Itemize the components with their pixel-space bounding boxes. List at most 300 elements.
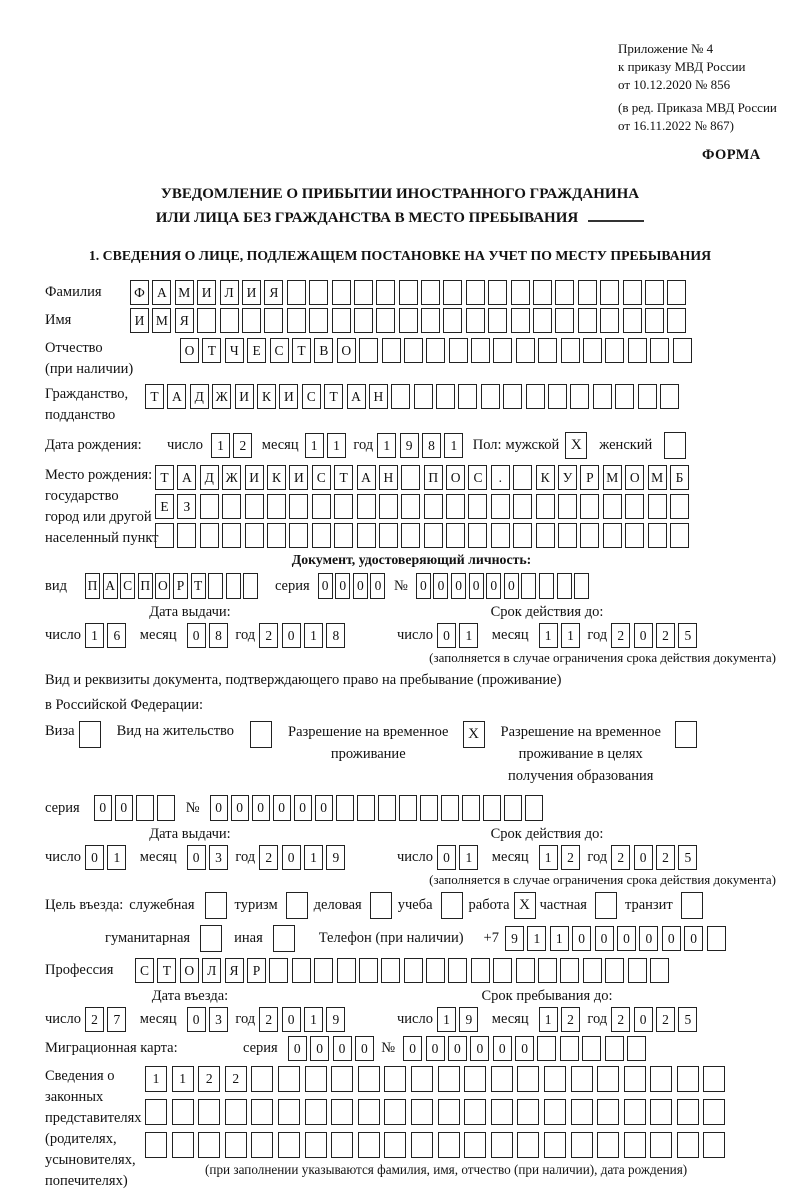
char-cell[interactable] <box>225 1099 247 1125</box>
char-cell[interactable] <box>251 1066 273 1092</box>
char-cell[interactable]: 1 <box>305 433 324 458</box>
char-cell[interactable] <box>605 958 624 983</box>
char-cell[interactable] <box>583 958 602 983</box>
char-cell[interactable]: 9 <box>326 1007 345 1032</box>
char-cell[interactable] <box>172 1099 194 1125</box>
char-cell[interactable] <box>628 338 647 363</box>
char-cell[interactable] <box>593 384 612 409</box>
char-cell[interactable] <box>309 280 328 305</box>
char-cell[interactable] <box>426 338 445 363</box>
char-cell[interactable]: О <box>180 338 199 363</box>
char-cell[interactable]: И <box>130 308 149 333</box>
char-cell[interactable] <box>245 523 264 548</box>
char-cell[interactable] <box>583 338 602 363</box>
char-cell[interactable] <box>441 795 459 821</box>
char-cell[interactable]: 0 <box>515 1036 534 1061</box>
char-cell[interactable] <box>269 958 288 983</box>
purpose-tourism-checkbox[interactable] <box>286 892 308 919</box>
char-cell[interactable] <box>493 338 512 363</box>
char-cell[interactable] <box>200 494 219 519</box>
char-cell[interactable]: 2 <box>85 1007 104 1032</box>
char-cell[interactable] <box>198 1099 220 1125</box>
char-cell[interactable]: 1 <box>304 1007 323 1032</box>
char-cell[interactable] <box>172 1132 194 1158</box>
char-cell[interactable]: Н <box>379 465 398 490</box>
char-cell[interactable]: 1 <box>211 433 230 458</box>
char-cell[interactable]: 0 <box>210 795 228 821</box>
char-cell[interactable]: 0 <box>294 795 312 821</box>
male-checkbox[interactable]: X <box>565 432 587 459</box>
char-cell[interactable]: 1 <box>304 623 323 648</box>
char-cell[interactable]: 0 <box>470 1036 489 1061</box>
char-cell[interactable]: 1 <box>145 1066 167 1092</box>
char-cell[interactable]: 2 <box>561 845 580 870</box>
char-cell[interactable] <box>625 494 644 519</box>
char-cell[interactable] <box>526 384 545 409</box>
char-cell[interactable] <box>337 958 356 983</box>
char-cell[interactable] <box>557 573 572 599</box>
char-cell[interactable] <box>536 494 555 519</box>
char-cell[interactable]: 2 <box>233 433 252 458</box>
char-cell[interactable] <box>582 1036 601 1061</box>
char-cell[interactable] <box>384 1066 406 1092</box>
char-cell[interactable] <box>516 338 535 363</box>
char-cell[interactable]: 1 <box>459 845 478 870</box>
char-cell[interactable]: Т <box>334 465 353 490</box>
char-cell[interactable]: 1 <box>107 845 126 870</box>
char-cell[interactable] <box>578 308 597 333</box>
char-cell[interactable] <box>624 1099 646 1125</box>
char-cell[interactable]: Р <box>173 573 188 599</box>
char-cell[interactable]: О <box>337 338 356 363</box>
char-cell[interactable] <box>384 1099 406 1125</box>
char-cell[interactable] <box>571 1132 593 1158</box>
char-cell[interactable] <box>600 308 619 333</box>
char-cell[interactable] <box>424 494 443 519</box>
char-cell[interactable] <box>538 958 557 983</box>
char-cell[interactable] <box>491 1066 513 1092</box>
char-cell[interactable] <box>533 308 552 333</box>
char-cell[interactable] <box>376 280 395 305</box>
char-cell[interactable] <box>222 523 241 548</box>
char-cell[interactable] <box>436 384 455 409</box>
char-cell[interactable] <box>426 958 445 983</box>
char-cell[interactable] <box>533 280 552 305</box>
char-cell[interactable] <box>605 1036 624 1061</box>
char-cell[interactable]: 0 <box>416 573 431 599</box>
char-cell[interactable] <box>600 280 619 305</box>
char-cell[interactable]: 5 <box>678 623 697 648</box>
char-cell[interactable] <box>379 523 398 548</box>
char-cell[interactable]: 1 <box>561 623 580 648</box>
char-cell[interactable]: 0 <box>504 573 519 599</box>
char-cell[interactable]: А <box>357 465 376 490</box>
char-cell[interactable] <box>517 1066 539 1092</box>
char-cell[interactable]: 1 <box>444 433 463 458</box>
char-cell[interactable] <box>548 384 567 409</box>
char-cell[interactable] <box>251 1099 273 1125</box>
char-cell[interactable]: М <box>175 280 194 305</box>
char-cell[interactable] <box>421 280 440 305</box>
char-cell[interactable]: А <box>347 384 366 409</box>
char-cell[interactable] <box>287 280 306 305</box>
char-cell[interactable]: 5 <box>678 845 697 870</box>
char-cell[interactable]: 9 <box>400 433 419 458</box>
char-cell[interactable]: Т <box>155 465 174 490</box>
char-cell[interactable]: У <box>558 465 577 490</box>
char-cell[interactable] <box>420 795 438 821</box>
char-cell[interactable] <box>332 308 351 333</box>
char-cell[interactable] <box>521 573 536 599</box>
char-cell[interactable] <box>624 1066 646 1092</box>
char-cell[interactable]: 0 <box>662 926 681 951</box>
char-cell[interactable]: И <box>245 465 264 490</box>
char-cell[interactable] <box>381 958 400 983</box>
char-cell[interactable] <box>464 1132 486 1158</box>
char-cell[interactable]: 2 <box>656 1007 675 1032</box>
char-cell[interactable]: 0 <box>634 845 653 870</box>
char-cell[interactable] <box>544 1066 566 1092</box>
char-cell[interactable] <box>312 523 331 548</box>
char-cell[interactable] <box>446 523 465 548</box>
char-cell[interactable] <box>648 523 667 548</box>
char-cell[interactable] <box>558 494 577 519</box>
char-cell[interactable] <box>628 958 647 983</box>
char-cell[interactable] <box>438 1132 460 1158</box>
char-cell[interactable] <box>443 308 462 333</box>
char-cell[interactable]: 0 <box>437 845 456 870</box>
char-cell[interactable]: Е <box>247 338 266 363</box>
char-cell[interactable] <box>136 795 154 821</box>
char-cell[interactable]: М <box>603 465 622 490</box>
char-cell[interactable]: 0 <box>85 845 104 870</box>
purpose-transit-checkbox[interactable] <box>681 892 703 919</box>
char-cell[interactable] <box>555 308 574 333</box>
char-cell[interactable]: С <box>120 573 135 599</box>
char-cell[interactable] <box>379 494 398 519</box>
char-cell[interactable]: С <box>270 338 289 363</box>
char-cell[interactable] <box>155 523 174 548</box>
char-cell[interactable] <box>673 338 692 363</box>
char-cell[interactable] <box>670 494 689 519</box>
char-cell[interactable]: 1 <box>539 845 558 870</box>
temp-residence-checkbox[interactable]: X <box>463 721 485 748</box>
char-cell[interactable]: 0 <box>370 573 385 599</box>
char-cell[interactable]: Б <box>670 465 689 490</box>
char-cell[interactable] <box>650 1099 672 1125</box>
char-cell[interactable] <box>491 523 510 548</box>
char-cell[interactable] <box>650 1066 672 1092</box>
char-cell[interactable]: П <box>85 573 100 599</box>
char-cell[interactable]: А <box>103 573 118 599</box>
char-cell[interactable] <box>504 795 522 821</box>
char-cell[interactable]: 2 <box>198 1066 220 1092</box>
char-cell[interactable] <box>625 523 644 548</box>
char-cell[interactable] <box>384 1132 406 1158</box>
char-cell[interactable] <box>623 280 642 305</box>
char-cell[interactable] <box>597 1132 619 1158</box>
char-cell[interactable]: Л <box>202 958 221 983</box>
char-cell[interactable]: Д <box>190 384 209 409</box>
char-cell[interactable] <box>145 1099 167 1125</box>
char-cell[interactable] <box>491 494 510 519</box>
char-cell[interactable]: 0 <box>310 1036 329 1061</box>
char-cell[interactable] <box>331 1132 353 1158</box>
char-cell[interactable] <box>471 958 490 983</box>
char-cell[interactable]: С <box>302 384 321 409</box>
char-cell[interactable] <box>571 1066 593 1092</box>
char-cell[interactable] <box>245 494 264 519</box>
char-cell[interactable] <box>560 958 579 983</box>
char-cell[interactable] <box>357 494 376 519</box>
char-cell[interactable]: 8 <box>209 623 228 648</box>
char-cell[interactable]: К <box>257 384 276 409</box>
char-cell[interactable] <box>516 958 535 983</box>
char-cell[interactable] <box>226 573 241 599</box>
char-cell[interactable] <box>305 1099 327 1125</box>
char-cell[interactable] <box>225 1132 247 1158</box>
char-cell[interactable] <box>334 523 353 548</box>
char-cell[interactable]: С <box>312 465 331 490</box>
char-cell[interactable] <box>222 494 241 519</box>
purpose-other-checkbox[interactable] <box>273 925 295 952</box>
char-cell[interactable] <box>264 308 283 333</box>
char-cell[interactable]: 1 <box>527 926 546 951</box>
char-cell[interactable] <box>650 1132 672 1158</box>
char-cell[interactable] <box>289 523 308 548</box>
char-cell[interactable]: Ф <box>130 280 149 305</box>
char-cell[interactable] <box>511 280 530 305</box>
char-cell[interactable]: 0 <box>355 1036 374 1061</box>
char-cell[interactable]: 2 <box>225 1066 247 1092</box>
char-cell[interactable] <box>580 523 599 548</box>
char-cell[interactable]: С <box>468 465 487 490</box>
char-cell[interactable] <box>466 308 485 333</box>
char-cell[interactable] <box>615 384 634 409</box>
char-cell[interactable]: 9 <box>326 845 345 870</box>
char-cell[interactable] <box>462 795 480 821</box>
char-cell[interactable] <box>334 494 353 519</box>
char-cell[interactable] <box>289 494 308 519</box>
char-cell[interactable]: 8 <box>326 623 345 648</box>
char-cell[interactable]: З <box>177 494 196 519</box>
char-cell[interactable]: И <box>242 280 261 305</box>
char-cell[interactable]: 0 <box>315 795 333 821</box>
residence-permit-checkbox[interactable] <box>250 721 272 748</box>
char-cell[interactable]: 0 <box>318 573 333 599</box>
char-cell[interactable] <box>493 958 512 983</box>
char-cell[interactable] <box>424 523 443 548</box>
char-cell[interactable] <box>198 1132 220 1158</box>
char-cell[interactable] <box>197 308 216 333</box>
char-cell[interactable]: А <box>152 280 171 305</box>
char-cell[interactable]: К <box>536 465 555 490</box>
char-cell[interactable] <box>597 1099 619 1125</box>
char-cell[interactable] <box>517 1099 539 1125</box>
char-cell[interactable]: Т <box>324 384 343 409</box>
char-cell[interactable] <box>539 573 554 599</box>
char-cell[interactable]: 1 <box>539 623 558 648</box>
char-cell[interactable]: 1 <box>377 433 396 458</box>
char-cell[interactable] <box>544 1132 566 1158</box>
char-cell[interactable]: 0 <box>684 926 703 951</box>
char-cell[interactable]: 0 <box>634 1007 653 1032</box>
char-cell[interactable] <box>667 280 686 305</box>
char-cell[interactable]: 0 <box>282 845 301 870</box>
char-cell[interactable] <box>571 1099 593 1125</box>
char-cell[interactable]: П <box>138 573 153 599</box>
char-cell[interactable] <box>378 795 396 821</box>
char-cell[interactable] <box>404 338 423 363</box>
char-cell[interactable]: И <box>235 384 254 409</box>
char-cell[interactable] <box>483 795 501 821</box>
char-cell[interactable]: 2 <box>259 1007 278 1032</box>
char-cell[interactable]: О <box>180 958 199 983</box>
char-cell[interactable] <box>336 795 354 821</box>
char-cell[interactable] <box>314 958 333 983</box>
char-cell[interactable]: Я <box>264 280 283 305</box>
char-cell[interactable] <box>464 1066 486 1092</box>
char-cell[interactable]: 7 <box>107 1007 126 1032</box>
char-cell[interactable] <box>421 308 440 333</box>
char-cell[interactable]: 0 <box>437 623 456 648</box>
char-cell[interactable] <box>332 280 351 305</box>
char-cell[interactable] <box>707 926 726 951</box>
char-cell[interactable] <box>624 1132 646 1158</box>
char-cell[interactable] <box>331 1066 353 1092</box>
char-cell[interactable] <box>561 338 580 363</box>
char-cell[interactable] <box>660 384 679 409</box>
char-cell[interactable]: О <box>446 465 465 490</box>
char-cell[interactable] <box>448 958 467 983</box>
char-cell[interactable]: 0 <box>333 1036 352 1061</box>
char-cell[interactable]: 2 <box>656 623 675 648</box>
char-cell[interactable]: Т <box>145 384 164 409</box>
char-cell[interactable] <box>481 384 500 409</box>
char-cell[interactable] <box>580 494 599 519</box>
char-cell[interactable]: 0 <box>639 926 658 951</box>
char-cell[interactable]: 3 <box>209 1007 228 1032</box>
char-cell[interactable] <box>305 1066 327 1092</box>
purpose-humanitarian-checkbox[interactable] <box>200 925 222 952</box>
char-cell[interactable]: 0 <box>231 795 249 821</box>
char-cell[interactable] <box>177 523 196 548</box>
char-cell[interactable]: 0 <box>493 1036 512 1061</box>
char-cell[interactable] <box>638 384 657 409</box>
char-cell[interactable]: Т <box>292 338 311 363</box>
char-cell[interactable] <box>358 1132 380 1158</box>
char-cell[interactable] <box>513 494 532 519</box>
char-cell[interactable]: 1 <box>304 845 323 870</box>
char-cell[interactable] <box>458 384 477 409</box>
char-cell[interactable] <box>488 280 507 305</box>
char-cell[interactable]: 0 <box>426 1036 445 1061</box>
char-cell[interactable]: 0 <box>187 623 206 648</box>
char-cell[interactable]: 1 <box>172 1066 194 1092</box>
char-cell[interactable]: Т <box>157 958 176 983</box>
char-cell[interactable]: 0 <box>451 573 466 599</box>
char-cell[interactable] <box>511 308 530 333</box>
char-cell[interactable]: 0 <box>273 795 291 821</box>
char-cell[interactable] <box>650 958 669 983</box>
char-cell[interactable] <box>574 573 589 599</box>
char-cell[interactable] <box>242 308 261 333</box>
char-cell[interactable]: 0 <box>187 845 206 870</box>
purpose-official-checkbox[interactable] <box>205 892 227 919</box>
char-cell[interactable] <box>525 795 543 821</box>
char-cell[interactable] <box>677 1066 699 1092</box>
char-cell[interactable] <box>603 523 622 548</box>
char-cell[interactable] <box>251 1132 273 1158</box>
char-cell[interactable]: Р <box>247 958 266 983</box>
char-cell[interactable]: И <box>289 465 308 490</box>
char-cell[interactable] <box>208 573 223 599</box>
char-cell[interactable] <box>358 1099 380 1125</box>
char-cell[interactable] <box>538 338 557 363</box>
char-cell[interactable] <box>376 308 395 333</box>
char-cell[interactable]: Т <box>202 338 221 363</box>
char-cell[interactable]: 2 <box>611 1007 630 1032</box>
char-cell[interactable] <box>703 1066 725 1092</box>
char-cell[interactable]: И <box>197 280 216 305</box>
char-cell[interactable]: К <box>267 465 286 490</box>
char-cell[interactable]: 1 <box>539 1007 558 1032</box>
char-cell[interactable]: Л <box>220 280 239 305</box>
char-cell[interactable] <box>603 494 622 519</box>
char-cell[interactable] <box>468 523 487 548</box>
char-cell[interactable]: 0 <box>187 1007 206 1032</box>
char-cell[interactable]: 0 <box>469 573 484 599</box>
char-cell[interactable] <box>357 795 375 821</box>
purpose-work-checkbox[interactable]: X <box>514 892 536 919</box>
char-cell[interactable]: О <box>155 573 170 599</box>
char-cell[interactable] <box>438 1099 460 1125</box>
char-cell[interactable]: . <box>491 465 510 490</box>
char-cell[interactable]: 0 <box>617 926 636 951</box>
char-cell[interactable] <box>667 308 686 333</box>
char-cell[interactable]: 0 <box>94 795 112 821</box>
char-cell[interactable] <box>536 523 555 548</box>
char-cell[interactable] <box>358 1066 380 1092</box>
char-cell[interactable] <box>359 958 378 983</box>
char-cell[interactable]: 0 <box>634 623 653 648</box>
char-cell[interactable]: 5 <box>678 1007 697 1032</box>
char-cell[interactable] <box>278 1066 300 1092</box>
char-cell[interactable]: И <box>279 384 298 409</box>
char-cell[interactable] <box>623 308 642 333</box>
char-cell[interactable]: Я <box>175 308 194 333</box>
char-cell[interactable] <box>354 308 373 333</box>
char-cell[interactable]: Ж <box>212 384 231 409</box>
purpose-study-checkbox[interactable] <box>441 892 463 919</box>
char-cell[interactable] <box>464 1099 486 1125</box>
char-cell[interactable] <box>411 1099 433 1125</box>
char-cell[interactable] <box>677 1132 699 1158</box>
char-cell[interactable] <box>278 1099 300 1125</box>
char-cell[interactable] <box>305 1132 327 1158</box>
char-cell[interactable] <box>331 1099 353 1125</box>
char-cell[interactable] <box>597 1066 619 1092</box>
char-cell[interactable]: 0 <box>486 573 501 599</box>
char-cell[interactable]: 8 <box>422 433 441 458</box>
char-cell[interactable] <box>677 1099 699 1125</box>
char-cell[interactable] <box>544 1099 566 1125</box>
char-cell[interactable]: О <box>625 465 644 490</box>
char-cell[interactable] <box>703 1132 725 1158</box>
char-cell[interactable] <box>443 280 462 305</box>
char-cell[interactable]: А <box>167 384 186 409</box>
char-cell[interactable] <box>471 338 490 363</box>
